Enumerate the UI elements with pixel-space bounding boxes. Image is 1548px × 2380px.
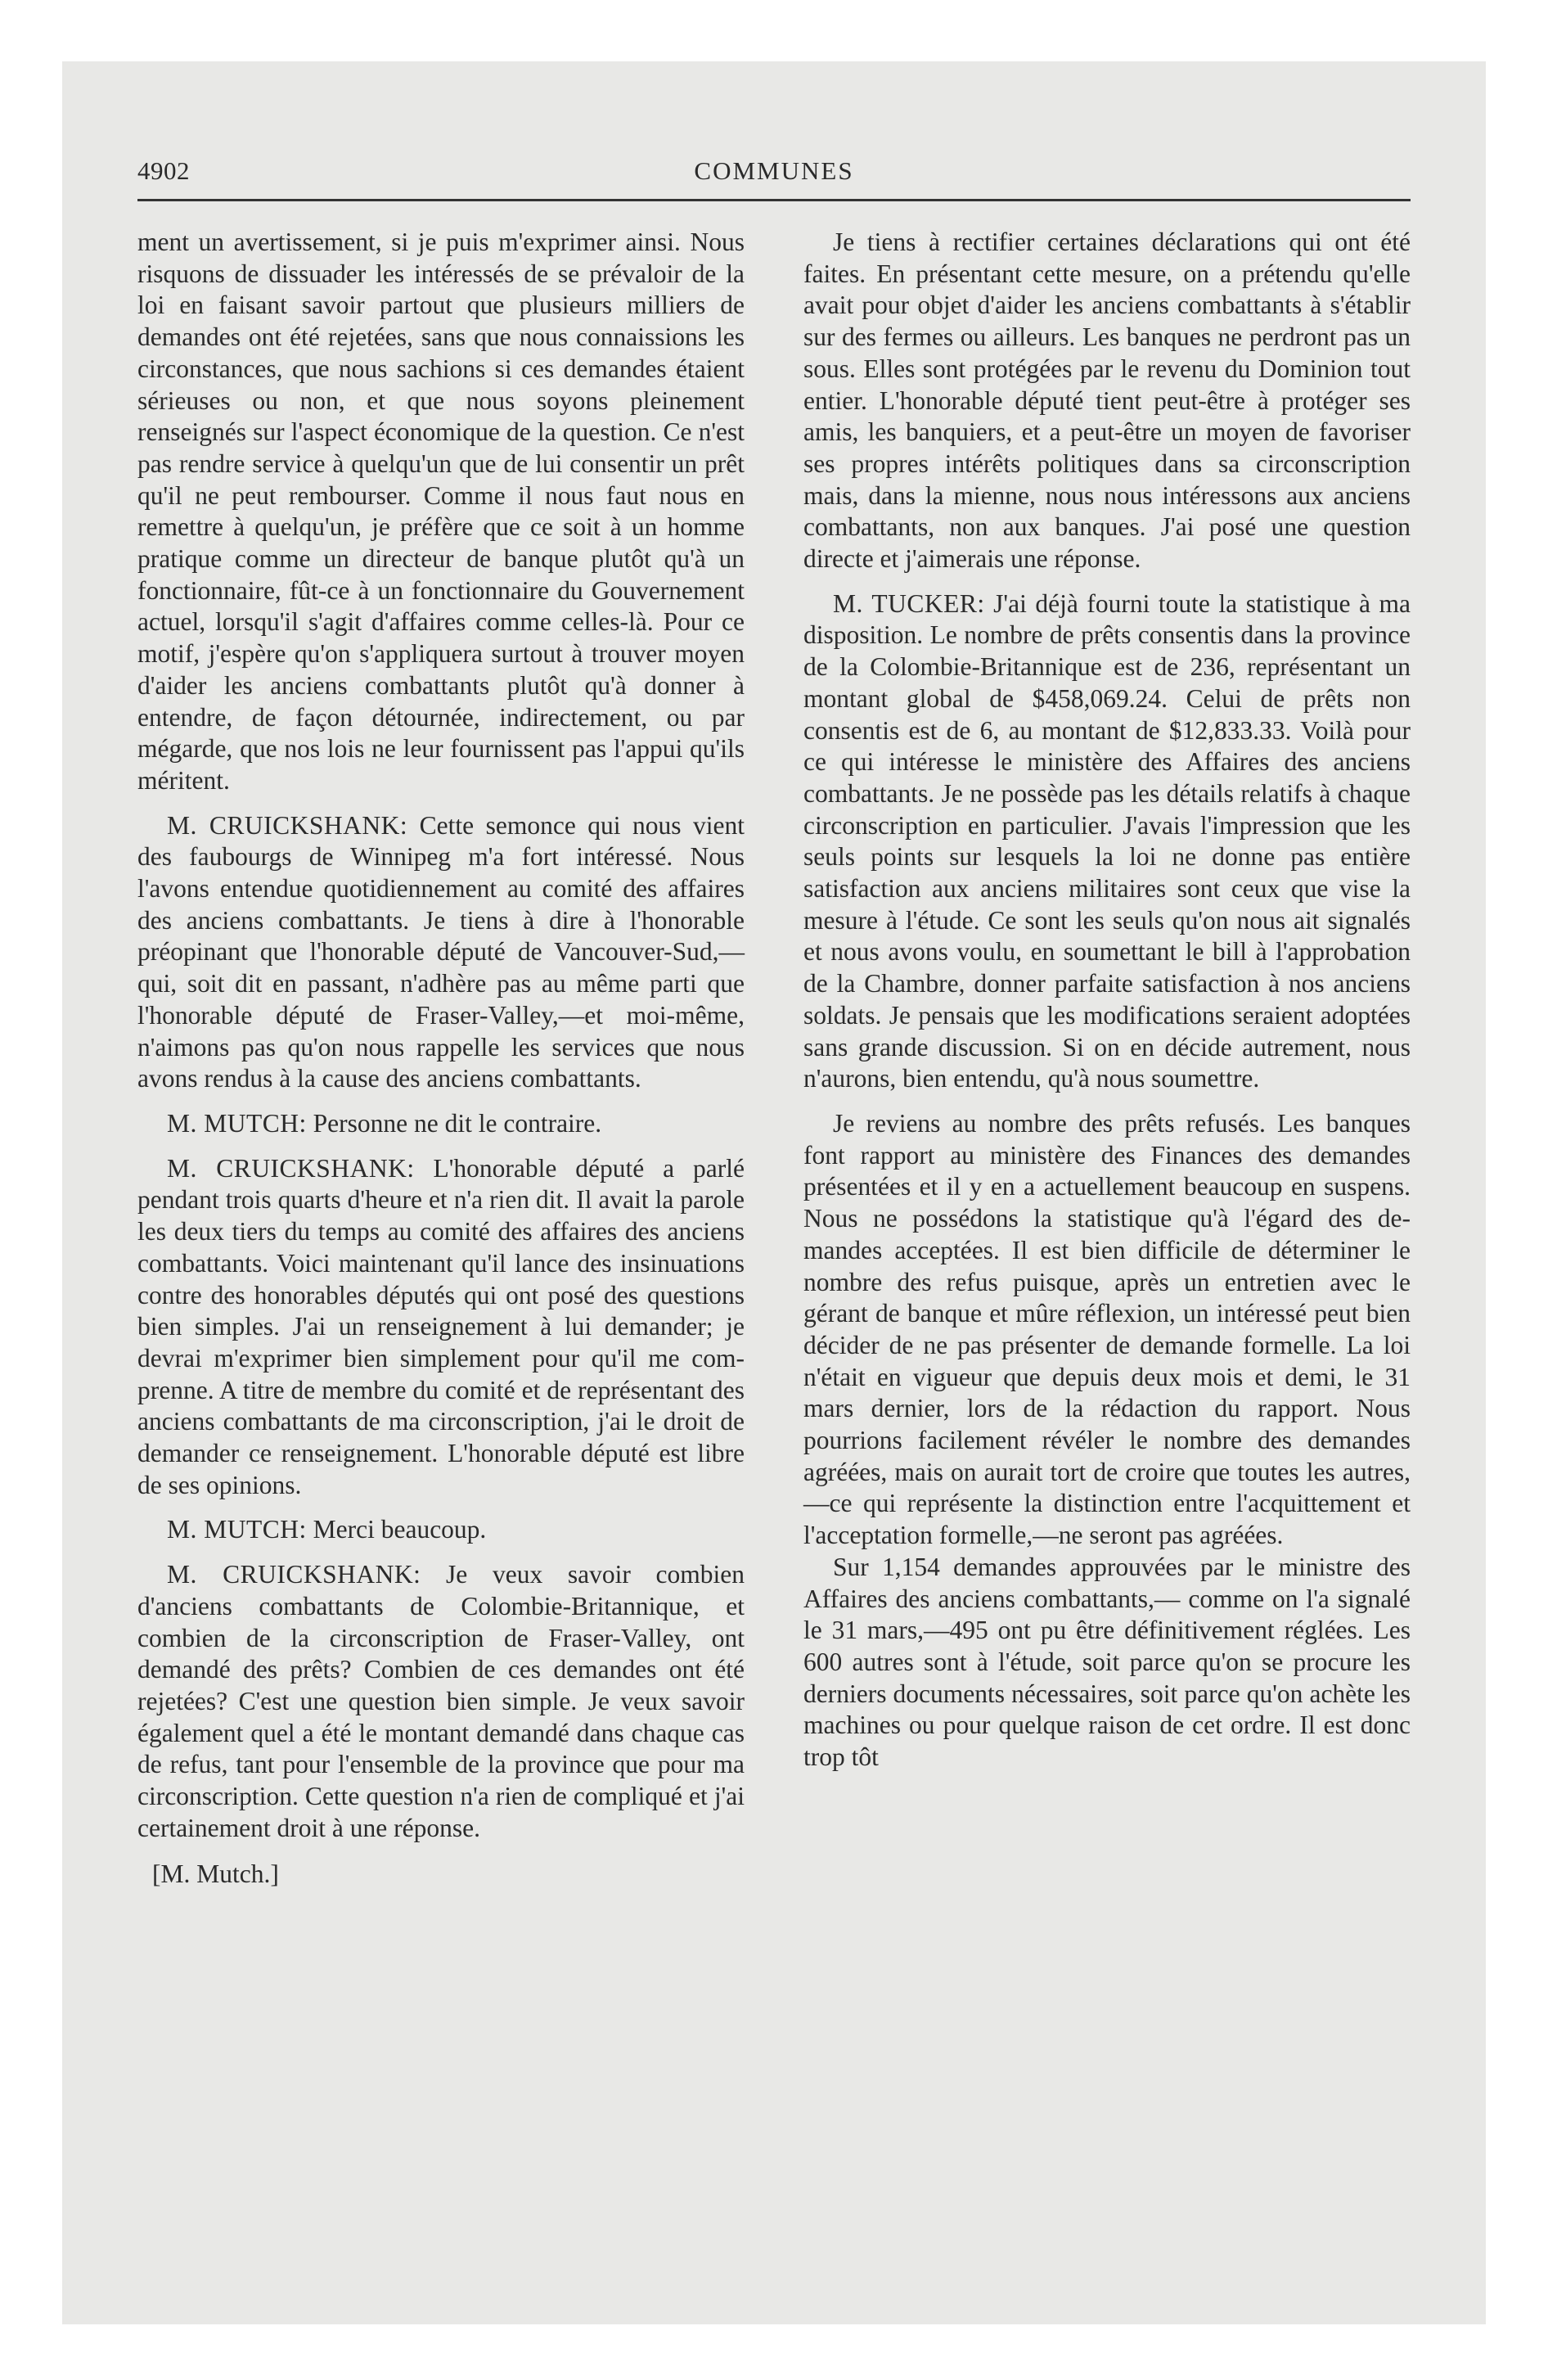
speaker-name: M. MUTCH: [167,1108,307,1138]
paragraph: Je tiens à rectifier certaines déclarations qui ont été faites. En présentant cette mesure, on a prétendu qu'elle avait pour objet d'aider les anciens combattants à s'établir sur des fermes ou ailleurs. Les banques ne perdront pas un sous. Elles sont protégées par le revenu du Dominion tout entier. L'honorable député tient peut-être à protéger ses amis, les banquiers, et a peut-être un moyen de favoriser ses propres intérêts politiques dans sa circonscription mais, dans la mienne, nous nous intéressons aux anciens combattants, non aux banques. J'ai posé une question directe et j'aimerais une réponse. [803,228,1411,574]
speaker-name: M. CRUICKSHANK: [167,1560,421,1589]
document-page [137,151,1411,2263]
paragraph: Sur 1,154 demandes approuvées par le ministre des Affaires des anciens combattants,— comme on l'a signalé le 31 mars,—495 ont pu être définitivement réglées. Les 600 autres sont à l'étude, soit parce qu'on se procure les derniers documents nécessaires, soit parce qu'on achète les machines ou pour quelque raison de cet ordre. Il est donc trop tôt [803,1552,1411,1772]
speech-paragraph [137,1108,745,1140]
header-rule [137,199,1411,201]
speaker-name: M. CRUICKSHANK: [167,1153,415,1183]
speech-paragraph [137,1514,745,1546]
speech-paragraph [137,810,745,1095]
speech-paragraph [803,588,1411,1095]
speaker-name: M. CRUICKSHANK: [167,810,408,840]
speech-paragraph [137,1559,745,1844]
speech-text: J'ai déjà fourni toute la statistique à ma disposition. Le nombre de prêts consentis dans la province de la Colombie-Britannique est de 236, représentant un montant global de $458,069.24. Celui de prêts non consentis est de 6, au montant de $12,833.33. Voilà pour ce qui intéresse le ministère des Affaires des anciens combattants. Je ne possède pas les détails relatifs à chaque circonscription en particulier. J'avais l'impression que les seuls points sur lesquels la loi ne donne pas entière satisfaction aux anciens militaires sont ceux que vise la mesure à l'étude. Ce sont les seuls qu'on nous ait signalés et nous avons voulu, en soumettant le bill à l'approbation de la Chambre, donner parfaite satisfaction à nos anciens soldats. Je pensais que les modifications seraient adoptées sans grande discussion. Si on en décide autrement, nous n'aurons, bien entendu, qu'à nous soumettre. [803,588,1411,1093]
speech-text: Je veux savoir combien d'anciens combattants de Colombie-Britannique, et combien de la circonscription de Fraser-Valley, ont demandé des prêts? Combien de ces demandes ont été rejetées? C'est une question bien simple. Je veux savoir également quel a été le montant demandé dans chaque cas de refus, tant pour l'ensemble de la province que pour ma circonscription. Cette question n'a rien de compliqué et j'ai certainement droit à une réponse. [137,1560,745,1842]
right-column [803,227,1411,1774]
paragraph: Je reviens au nombre des prêts refusés. Les banques font rapport au ministère des Finances des demandes présentées et il y en a actuellement beaucoup en suspens. Nous ne possédons la statistique qu'à l'égard des demandes acceptées. Il est bien difficile de déterminer le nombre des refus puisque, après un entretien avec le gérant de banque et mûre réflexion, un intéressé peut bien décider de ne pas présenter de demande formelle. La loi n'était en vigueur que depuis deux mois et demi, le 31 mars dernier, lors de la rédaction du rapport. Nous pourrions facilement révéler le nombre des demandes agréées, mais on aurait tort de croire que toutes les autres, —ce qui représente la distinction entre l'acquittement et l'acceptation formelle,—ne seront pas agréées. [803,1108,1411,1550]
paragraph: ment un avertissement, si je puis m'exprimer ainsi. Nous risquons de dissuader les intéressés de se prévaloir de la loi en faisant savoir partout que plusieurs milliers de demandes ont été rejetées, sans que nous connaissions les circonstances, que nous sachions si ces demandes étaient sérieuses ou non, et que nous soyons pleinement renseignés sur l'aspect économique de la question. Ce n'est pas rendre service à quelqu'un que de lui consentir un prêt qu'il ne peut rembourser. Comme il nous faut nous en remettre à quelqu'un, je préfère que ce soit à un homme pratique comme un directeur de banque plutôt qu'à un fonctionnaire, fût-ce à un fonctionnaire du Gouvernement actuel, lorsqu'il s'agit d'affaires comme celles-là. Pour ce motif, j'espère qu'on s'appliquera surtout à trouver moyen d'aider les anciens combattants plutôt qu'à donner à entendre, de façon détournée, indirectement, ou par mégarde, que nos lois ne leur fournissent pas l'appui qu'ils méritent. [137,228,745,795]
left-column [137,227,745,1891]
speech-text: Merci beaucoup. [306,1515,487,1544]
speaker-name: M. TUCKER: [833,588,985,618]
speech-text: Cette semonce qui nous vient des faubourgs de Winnipeg m'a fort intéressé. Nous l'avons entendue quotidiennement au comité des affaires des anciens combattants. Je tiens à dire à l'honorable préopinant que l'honorable député de Vancouver-Sud,—qui, soit dit en passant, n'adhère pas au même parti que l'honorable député de Fraser-Valley,—et moi-même, n'aimons pas qu'on nous rappelle les services que nous avons rendus à la cause des anciens combattants. [137,810,745,1093]
speech-text: Personne ne dit le contraire. [306,1108,602,1138]
speech-paragraph [137,1153,745,1502]
speaker-name: M. MUTCH: [167,1515,307,1544]
speaker-footer-tag: [M. Mutch.] [152,1859,279,1889]
page-number: 4902 [137,156,190,185]
page-header [137,151,1411,192]
running-head: COMMUNES [694,156,854,185]
speech-text: L'honorable député a parlé pendant trois quarts d'heure et n'a rien dit. Il avait la parole les deux tiers du temps au comité des affaires des anciens combattants. Voici maintenant qu'il lance des insinuations contre des honorables députés qui ont posé des questions bien simples. J'ai un renseignement à lui demander; je devrai m'exprimer bien simplement pour qu'il me comprenne. A titre de membre du comité et de représentant des anciens combattants de ma circonscription, j'ai le droit de demander ce renseignement. L'honorable député est libre de ses opinions. [137,1153,745,1499]
